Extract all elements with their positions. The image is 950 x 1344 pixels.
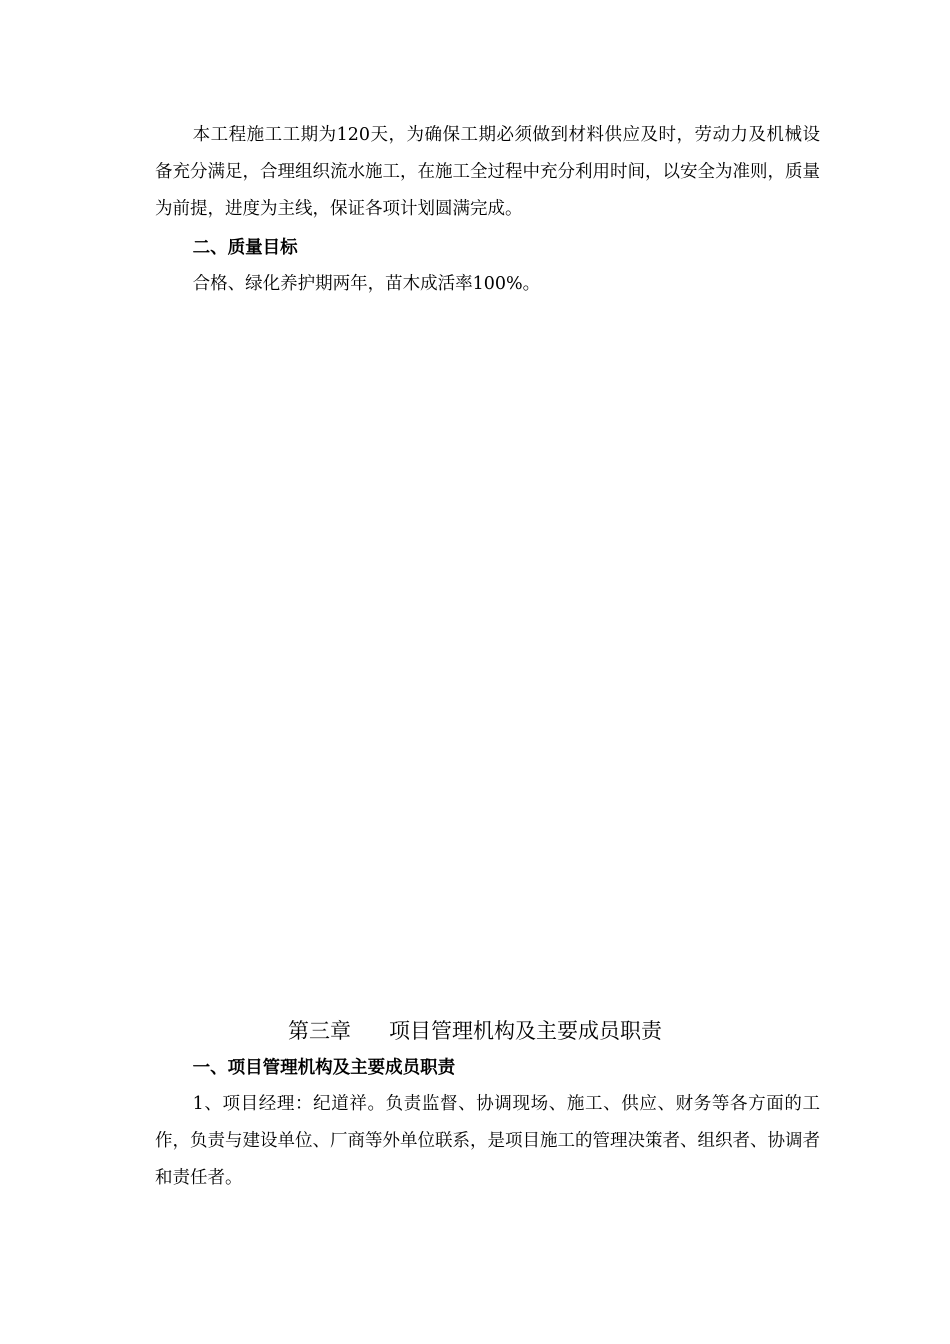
schedule-paragraph: 本工程施工工期为120天，为确保工期必须做到材料供应及时，劳动力及机械设备充分满足，合理组织流水施工，在施工全过程中充分利用时间，以安全为准则，质量为前提，进度为主线，保证各项计划圆满完成。 [155,125,820,219]
chapter-label: 第三章 [288,1019,351,1043]
section-subheading-text: 一、项目管理机构及主要成员职责 [192,1058,456,1078]
project-manager-paragraph: 1、项目经理：纪道祥。负责监督、协调现场、施工、供应、财务等各方面的工作，负责与建设单位、厂商等外单位联系，是项目施工的管理决策者、组织者、协调者和责任者。 [155,1094,820,1188]
quality-goal-text: 合格、绿化养护期两年，苗木成活率100%。 [192,274,541,294]
quality-goal-heading [155,230,820,267]
chapter-title [0,1011,950,1051]
section-subheading [155,1050,820,1087]
quality-goal-heading-text: 二、质量目标 [192,238,298,258]
chapter-heading: 项目管理机构及主要成员职责 [389,1019,662,1043]
